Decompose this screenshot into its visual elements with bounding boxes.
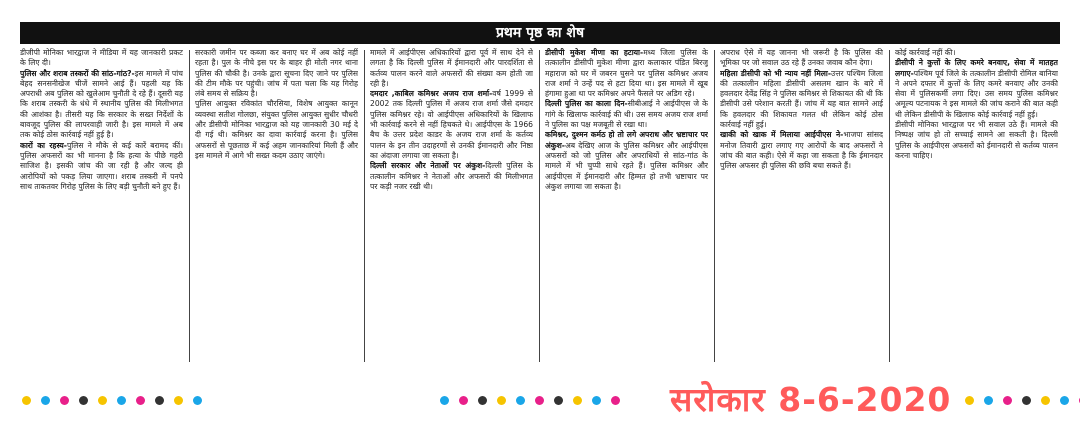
registration-dot <box>516 396 525 405</box>
registration-dot <box>592 396 601 405</box>
paragraph-text: दिल्ली पुलिस के तत्कालीन कमिश्नर ने नेताओं और अफसरों की मिलीभगत पर कड़ी नजर रखी थी। <box>370 161 533 191</box>
paragraph-heading: दमदार ,काबिल कमिश्नर अजय राज शर्मा- <box>370 89 493 99</box>
column-rule <box>364 50 365 362</box>
registration-dot <box>1003 396 1012 405</box>
registration-dot <box>98 396 107 405</box>
registration-dot <box>1060 396 1069 405</box>
registration-dot <box>440 396 449 405</box>
paragraph-text: डीसीपी मोनिका भारद्वाज पर भी सवाल उठे हैं। मामले की निष्पक्ष जांच हो तो सच्चाई सामने आ सकती है। दिल्ली पुलिस के आईपीएस अफसरों को ईमानदारी से कर्तव्य पालन करना चाहिए। <box>895 120 1058 160</box>
registration-dot <box>60 396 69 405</box>
column-rule <box>714 50 715 362</box>
article-paragraph <box>370 161 533 192</box>
column-rule <box>539 50 540 362</box>
paragraph-text: भाजपा सांसद मनोज तिवारी द्वारा लगाए गए आरोपों के बाद अफसरों ने जांच की बात कही। ऐसे में कहा जा सकता है कि ईमानदार पुलिस अफसर ही पुलिस की छवि बचा सकते हैं। <box>720 130 883 171</box>
column-rule <box>889 50 890 362</box>
article-paragraph <box>370 48 533 89</box>
section-banner <box>20 22 1060 44</box>
paragraph-text: इस मामले में पांच बेहद सनसनीखेज चीजें सामने आई हैं। पहली यह कि अपराधी अब पुलिस को खुलेआम चुनौती दे रहे हैं। दूसरी यह कि शराब तस्करी के धंधे में स्थानीय पुलिस की मिलीभगत की आशंका है। तीसरी यह कि सरकार के सख्त निर्देशों के बावजूद पुलिस की लापरवाही जारी है। इस मामले में अब तक कोई ठोस कार्रवाई नहीं हुई है। <box>20 68 183 140</box>
registration-dot <box>79 396 88 405</box>
print-registration-dots-left <box>22 396 202 405</box>
paragraph-heading: खाकी को खाक में मिलाया आईपीएस ने- <box>720 130 844 140</box>
article-paragraph <box>720 69 883 131</box>
paragraph-text: मामले में आईपीएस अधिकारियों द्वारा पूर्व में साथ देने से लगता है कि दिल्ली पुलिस में ईमानदारी और पारदर्शिता से कर्तव्य पालन करने वाले अफसरों की संख्या कम होती जा रही है। <box>370 48 533 88</box>
registration-dot <box>155 396 164 405</box>
banner-title: प्रथम पृष्ठ का शेष <box>495 25 585 41</box>
paragraph-text: सरकारी जमीन पर कब्जा कर बनाए घर में अब कोई नहीं रहता है। पुल के नीचे इस पर के बाहर ही मोती नगर थाना पुलिस की चौकी है। उनके द्वारा सूचना दिए जाने पर पुलिस की टीम मौके पर पहुंची। जांच में पता चला कि यह गिरोह लंबे समय से सक्रिय है। <box>195 48 358 99</box>
paragraph-text: मध्य जिला पुलिस के तत्कालीन डीसीपी मुकेश मीणा द्वारा कलाकार पंडित बिरजू महाराज को घर में जबरन घुसने पर पुलिस कमिश्नर अजय राज शर्मा ने उन्हें पद से हटा दिया था। इस मामले में खूब हंगामा हुआ था पर कमिश्नर अपने फैसले पर अडिग रहे। <box>545 48 708 99</box>
paragraph-text: पुलिस ने मौके से कई कारें बरामद कीं। पुलिस अफसरों का भी मानना है कि हत्या के पीछे गहरी साजिश है। इसकी जांच की जा रही है और जल्द ही आरोपियों को पकड़ लिया जाएगा। शराब तस्करी में पनपे साथ ताकतवर गिरोह पुलिस के लिए बड़ी चुनौती बने हुए हैं। <box>20 140 183 191</box>
article-paragraph <box>720 130 883 171</box>
paragraph-text: पश्चिम पूर्व जिले के तत्कालीन डीसीपी रोमिल बानिया ने अपने दफ्तर में कुत्तों के लिए कमरे बनवाए और उनकी सेवा में पुलिसकर्मी लगा दिए। उस समय पुलिस कमिश्नर अमूल्य पटनायक ने इस मामले की जांच कराने की बात कही थी लेकिन डीसीपी के खिलाफ कोई कार्रवाई नहीं हुई। <box>895 68 1058 119</box>
print-registration-dots-right <box>440 396 620 405</box>
registration-dot <box>554 396 563 405</box>
newspaper-body <box>20 48 1060 366</box>
paragraph-text: अब देखिए आज के पुलिस कमिश्नर और आईपीएस अफसरों को जो पुलिस और अपराधियों से सांठ-गांठ के मामले में भी चुप्पी साधे रहते हैं। पुलिस कमिश्नर और आईपीएस में ईमानदारी और हिम्मत हो तभी भ्रष्टाचार पर अंकुश लगाया जा सकता है। <box>545 140 708 191</box>
print-registration-dots-far-right <box>965 396 1080 405</box>
article-column-5 <box>720 48 883 364</box>
article-paragraph <box>545 99 708 130</box>
paragraph-text: अपराध ऐसे में यह जानना भी जरूरी है कि पुलिस की भूमिका पर जो सवाल उठ रहे हैं उनका जवाब कौन देगा। <box>720 48 883 68</box>
column-rule <box>189 50 190 362</box>
paragraph-text: वर्ष 1999 से 2002 तक दिल्ली पुलिस में अजय राज शर्मा जैसे दमदार पुलिस कमिश्नर रहे। वो आईपीएस अधिकारियों के खिलाफ भी कार्रवाई करने से नहीं हिचकते थे। आईपीएस के 1966 बैच के उत्तर प्रदेश काडर के अजय राज शर्मा के कर्तव्य पालन के इन तीन उदाहरणों से उनकी ईमानदारी और निष्ठा का अंदाजा लगाया जा सकता है। <box>370 89 533 160</box>
paragraph-heading: दिल्ली पुलिस का काला दिन- <box>545 99 628 109</box>
article-paragraph <box>370 89 533 161</box>
paragraph-heading: कमिश्नर, दुश्मन कर्मठ हो तो लगे अपराध और भ्रष्टाचार पर अंकुश- <box>545 130 708 150</box>
paragraph-text: सीबीआई ने आईपीएस जे के गांगे के खिलाफ कार्रवाई की थी। उस समय अजय राज शर्मा ने पुलिस का पक्ष मजबूती से रखा था। <box>545 99 708 130</box>
registration-dot <box>117 396 126 405</box>
registration-dot <box>984 396 993 405</box>
paragraph-text: उत्तर पश्चिम जिला की तत्कालीन महिला डीसीपी असलम खान के बारे में हवलदार देवेंद्र सिंह ने पुलिस कमिश्नर से शिकायत की थी कि डीसीपी उसे परेशान करती हैं। जांच में यह बात सामने आई कि हवलदार की शिकायत गलत थी लेकिन कोई ठोस कार्रवाई नहीं हुई। <box>720 68 883 130</box>
article-paragraph <box>895 48 1058 58</box>
paragraph-heading: दिल्ली सरकार और नेताओं पर अंकुश- <box>370 161 486 171</box>
registration-dot <box>193 396 202 405</box>
article-column-4 <box>545 48 708 364</box>
registration-dot <box>1022 396 1031 405</box>
article-column-2 <box>195 48 358 364</box>
registration-dot <box>174 396 183 405</box>
registration-dot <box>1041 396 1050 405</box>
registration-dot <box>497 396 506 405</box>
registration-dot <box>478 396 487 405</box>
article-column-3 <box>370 48 533 364</box>
article-column-6 <box>895 48 1058 364</box>
paragraph-heading: डीसीपी मुकेश मीणा का हटाया- <box>545 48 644 57</box>
paragraph-heading: महिला डीसीपी को भी न्याय नहीं मिला- <box>720 68 832 78</box>
paragraph-text: डीजीपी मोनिका भारद्वाज ने मीडिया में यह जानकारी प्रकट के लिए दी। <box>20 48 183 68</box>
paragraph-heading: कारों का रहस्य- <box>20 140 67 150</box>
article-paragraph <box>895 58 1058 120</box>
article-paragraph <box>545 48 708 99</box>
registration-dot <box>41 396 50 405</box>
registration-dot <box>965 396 974 405</box>
date-stamp: सरोकार 8-6-2020 <box>670 380 952 419</box>
article-paragraph <box>195 99 358 161</box>
article-paragraph <box>545 130 708 192</box>
paragraph-text: कोई कार्रवाई नहीं की। <box>895 48 956 57</box>
registration-dot <box>459 396 468 405</box>
registration-dot <box>136 396 145 405</box>
registration-dot <box>22 396 31 405</box>
article-paragraph <box>195 48 358 99</box>
registration-dot <box>535 396 544 405</box>
registration-dot <box>611 396 620 405</box>
paragraph-text: पुलिस आयुक्त रविकांत चौरसिया, विशेष आयुक्त कानून व्यवस्था सतीश गोलछा, संयुक्त पुलिस आयुक्त सुधीर चौधरी और डीसीपी मोनिका भारद्वाज को यह जानकारी 30 मई दे दी गई थी। कमिश्नर का दावा कार्रवाई करना है। पुलिस अफसरों से पूछताछ में कई अहम जानकारियां मिली हैं और इस मामले में आगे भी सख्त कदम उठाए जाएंगे। <box>195 99 358 160</box>
article-paragraph <box>20 141 183 192</box>
article-paragraph <box>20 69 183 141</box>
registration-dot <box>573 396 582 405</box>
paragraph-heading: पुलिस और शराब तस्करों की सांठ-गांठ?- <box>20 68 135 78</box>
article-paragraph <box>720 48 883 69</box>
paragraph-heading: डीसीपी ने कुत्तों के लिए कमरे बनवाए, सेवा में मातहत लगाए- <box>895 58 1058 78</box>
article-column-1 <box>20 48 183 364</box>
article-paragraph <box>895 120 1058 161</box>
article-paragraph <box>20 48 183 69</box>
